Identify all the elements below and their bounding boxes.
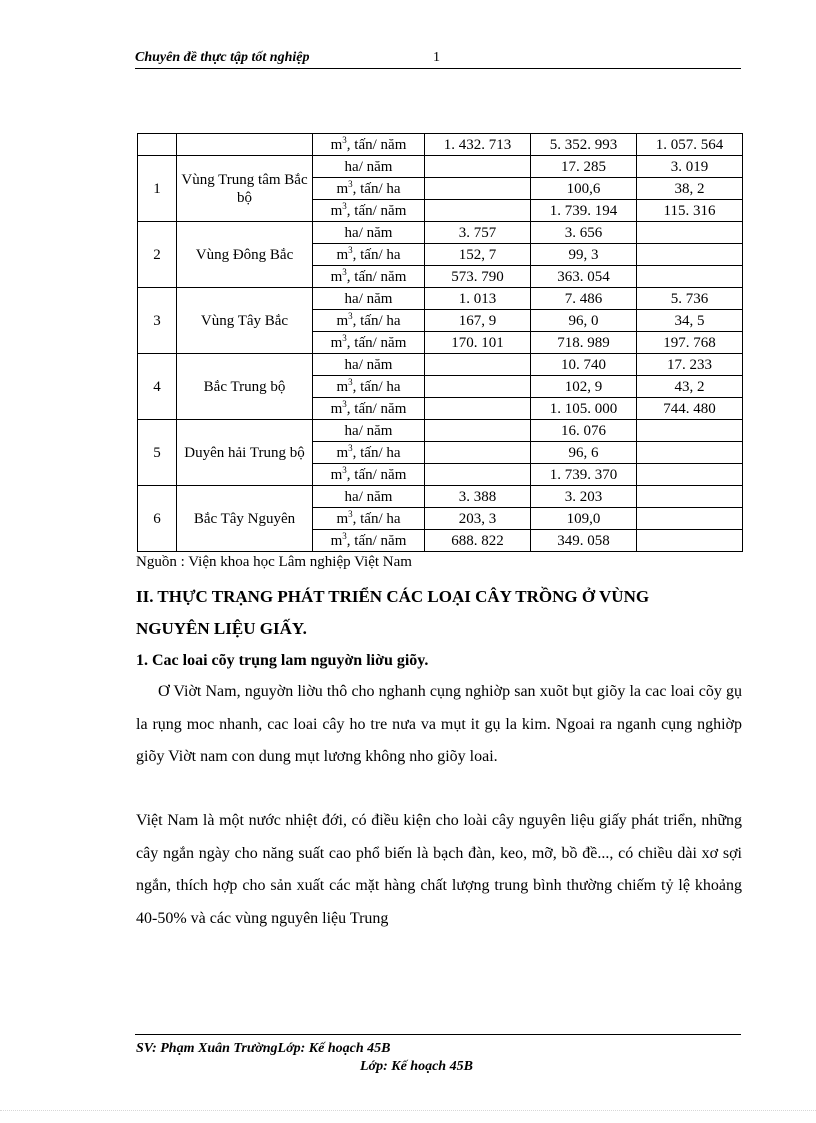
region-name: Bắc Tây Nguyên: [177, 486, 313, 552]
value-cell: [425, 178, 531, 200]
unit-cell: ha/ năm: [313, 156, 425, 178]
table-row: [138, 156, 743, 178]
value-cell: 100,6: [531, 178, 637, 200]
value-cell: 197. 768: [637, 332, 743, 354]
value-cell: 5. 736: [637, 288, 743, 310]
value-cell: [637, 442, 743, 464]
value-cell: 718. 989: [531, 332, 637, 354]
value-cell: [425, 376, 531, 398]
table-row: [138, 288, 743, 310]
unit-cell: ha/ năm: [313, 420, 425, 442]
region-name: Bắc Trung bộ: [177, 354, 313, 420]
value-cell: [637, 486, 743, 508]
value-cell: 1. 432. 713: [425, 134, 531, 156]
page-number: 1: [433, 50, 440, 65]
value-cell: 43, 2: [637, 376, 743, 398]
unit-cell: $m^3$, tấn/ ha: [313, 442, 425, 464]
unit-cell: $m^3$, tấn/ năm: [313, 332, 425, 354]
table-row: [138, 354, 743, 376]
unit-cell: $m^3$, tấn/ năm: [313, 266, 425, 288]
value-cell: 102, 9: [531, 376, 637, 398]
value-cell: 17. 285: [531, 156, 637, 178]
value-cell: 7. 486: [531, 288, 637, 310]
unit-cell: $m^3$, tấn/ năm: [313, 134, 425, 156]
region-name: Vùng Tây Bắc: [177, 288, 313, 354]
value-cell: 203, 3: [425, 508, 531, 530]
value-cell: 349. 058: [531, 530, 637, 552]
value-cell: 17. 233: [637, 354, 743, 376]
unit-cell: $m^3$, tấn/ năm: [313, 530, 425, 552]
value-cell: 96, 0: [531, 310, 637, 332]
unit-cell: ha/ năm: [313, 288, 425, 310]
region-number: 2: [138, 222, 177, 288]
value-cell: [425, 442, 531, 464]
region-number: 5: [138, 420, 177, 486]
footer-student: SV: Phạm Xuân TrườngLớp: Kế hoạch 45B: [136, 1041, 391, 1056]
value-cell: [425, 156, 531, 178]
value-cell: 1. 057. 564: [637, 134, 743, 156]
unit-cell: ha/ năm: [313, 222, 425, 244]
value-cell: 688. 822: [425, 530, 531, 552]
value-cell: 3. 203: [531, 486, 637, 508]
value-cell: [637, 464, 743, 486]
table-source: Nguồn : Viện khoa học Lâm nghiệp Việt Nam: [136, 554, 412, 570]
value-cell: [637, 222, 743, 244]
unit-cell: ha/ năm: [313, 354, 425, 376]
paragraph: Ơ Viờt Nam, nguyờn liờu thô cho nghanh cụng nghiờp san xuõt bụt giõy la cac loai cõy gụ la rụng moc nhanh, cac loai cây ho tre nưa va mụt it gụ la kim. Ngoai ra nganh cụng nghiờp giõy Viờt nam con dung mụt lương không nho giõy loai.: [136, 683, 742, 765]
table-row: [138, 486, 743, 508]
value-cell: 1. 013: [425, 288, 531, 310]
section-heading-cont: NGUYÊN LIỆU GIẤY.: [136, 619, 307, 638]
value-cell: [425, 398, 531, 420]
value-cell: [637, 530, 743, 552]
value-cell: [637, 244, 743, 266]
value-cell: 1. 739. 194: [531, 200, 637, 222]
unit-cell: $m^3$, tấn/ ha: [313, 244, 425, 266]
value-cell: 115. 316: [637, 200, 743, 222]
table-row: [138, 420, 743, 442]
value-cell: [425, 354, 531, 376]
footer-class: Lớp: Kế hoạch 45B: [360, 1059, 473, 1074]
region-number: 1: [138, 156, 177, 222]
region-number: 3: [138, 288, 177, 354]
region-name: Vùng Đông Bắc: [177, 222, 313, 288]
value-cell: 152, 7: [425, 244, 531, 266]
value-cell: [637, 508, 743, 530]
yield-table: [137, 133, 743, 552]
table-row: [138, 222, 743, 244]
value-cell: 109,0: [531, 508, 637, 530]
value-cell: [425, 464, 531, 486]
value-cell: 573. 790: [425, 266, 531, 288]
value-cell: 3. 388: [425, 486, 531, 508]
value-cell: 3. 019: [637, 156, 743, 178]
value-cell: 1. 739. 370: [531, 464, 637, 486]
region-name: Vùng Trung tâm Bắc bộ: [177, 156, 313, 222]
value-cell: [425, 420, 531, 442]
unit-cell: $m^3$, tấn/ ha: [313, 508, 425, 530]
unit-cell: $m^3$, tấn/ ha: [313, 178, 425, 200]
value-cell: 3. 757: [425, 222, 531, 244]
section-heading: II. THỰC TRẠNG PHÁT TRIỂN CÁC LOẠI CÂY TRỒNG Ở VÙNG: [136, 587, 650, 606]
value-cell: 10. 740: [531, 354, 637, 376]
unit-cell: ha/ năm: [313, 486, 425, 508]
region-name: Duyên hải Trung bộ: [177, 420, 313, 486]
value-cell: 34, 5: [637, 310, 743, 332]
table-row: [138, 134, 743, 156]
value-cell: 38, 2: [637, 178, 743, 200]
header-title: Chuyên đề thực tập tốt nghiệp: [135, 50, 310, 65]
value-cell: 1. 105. 000: [531, 398, 637, 420]
unit-cell: $m^3$, tấn/ ha: [313, 310, 425, 332]
subsection-heading: 1. Cac loai cõy trụng lam nguyờn liờu giõy.: [136, 652, 429, 669]
value-cell: 16. 076: [531, 420, 637, 442]
paragraph: Việt Nam là một nước nhiệt đới, có điều kiện cho loài cây nguyên liệu giấy phát triển, những cây ngắn ngày cho năng suất cao phổ biến là bạch đàn, keo, mỡ, bồ đề..., có chiều dài xơ sợi ngắn, thích hợp cho sản xuất các mặt hàng chất lượng trung bình thường chiếm tỷ lệ khoảng 40-50% và các vùng nguyên liệu Trung: [136, 812, 742, 927]
footer-rule: [135, 1034, 741, 1035]
value-cell: 363. 054: [531, 266, 637, 288]
header-rule: [135, 68, 741, 69]
value-cell: 167, 9: [425, 310, 531, 332]
value-cell: [637, 266, 743, 288]
unit-cell: $m^3$, tấn/ năm: [313, 200, 425, 222]
value-cell: 96, 6: [531, 442, 637, 464]
value-cell: 744. 480: [637, 398, 743, 420]
value-cell: 99, 3: [531, 244, 637, 266]
value-cell: [425, 200, 531, 222]
page-header: [135, 50, 741, 68]
value-cell: 3. 656: [531, 222, 637, 244]
unit-cell: $m^3$, tấn/ năm: [313, 398, 425, 420]
page-edge: [0, 1110, 816, 1111]
unit-cell: $m^3$, tấn/ ha: [313, 376, 425, 398]
unit-cell: $m^3$, tấn/ năm: [313, 464, 425, 486]
region-number: 4: [138, 354, 177, 420]
value-cell: [637, 420, 743, 442]
value-cell: 5. 352. 993: [531, 134, 637, 156]
region-number: 6: [138, 486, 177, 552]
value-cell: 170. 101: [425, 332, 531, 354]
